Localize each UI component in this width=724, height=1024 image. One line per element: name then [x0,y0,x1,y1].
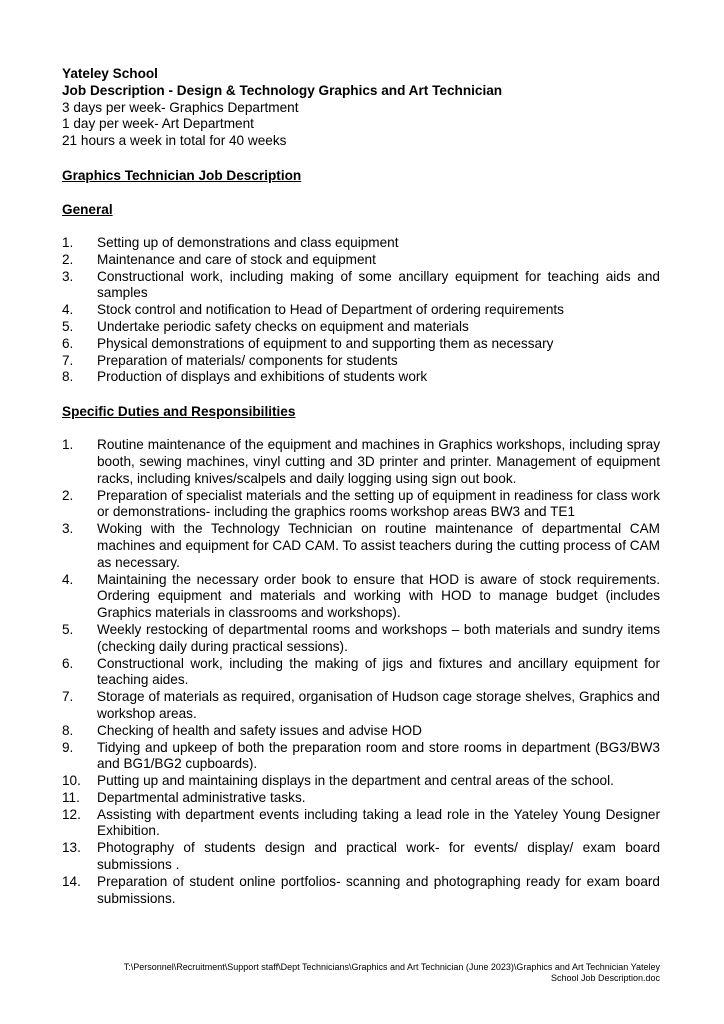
header-line: 3 days per week- Graphics Department [62,99,299,115]
section-specific-duties-heading: Specific Duties and Responsibilities [62,404,296,420]
item-number: 14. [62,873,81,889]
list-item [62,437,660,487]
item-number: 8. [62,722,74,738]
item-number: 4. [62,571,74,587]
item-number: 7. [62,352,74,368]
header-line: 1 day per week- Art Department [62,116,254,132]
item-number: 9. [62,739,74,755]
item-number: 3. [62,521,74,537]
job-title: Job Description - Design & Technology Graphics and Art Technician [62,82,503,98]
item-number: 5. [62,318,74,334]
item-number: 6. [62,655,74,671]
section-general-heading: General [62,201,113,217]
item-text: Routine maintenance of the equipment and machines in Graphics workshops, including spray booth, sewing machines, vinyl cutting and 3D printer and printer. Management of equipment racks, including knives/scalpels and daily logging using sign out book. [97,437,660,486]
item-text: Storage of materials as required, organisation of Hudson cage storage shelves, Graphics and workshop areas. [97,689,660,721]
list-item [62,874,660,908]
item-number: 12. [62,806,81,822]
item-text: Weekly restocking of departmental rooms and workshops – both materials and sundry items (checking daily during practical sessions). [97,621,660,654]
item-text: Preparation of materials/ components for students [97,352,398,368]
item-text: Maintenance and care of stock and equipment [97,251,376,267]
item-text: Setting up of demonstrations and class equipment [97,234,399,250]
list-item [62,252,660,269]
item-number: 1. [62,437,74,453]
section-job-description-heading: Graphics Technician Job Description [62,167,302,183]
school-name: Yateley School [62,66,158,81]
document-header [62,66,660,150]
footer-line: T:\Personnel\Recruitment\Support staff\Dept Technicians\Graphics and Art Technician (June 2023)\Graphics and Art Technician Yateley [123,962,660,972]
list-item [62,488,660,522]
header-line: 21 hours a week in total for 40 weeks [62,133,287,149]
list-item [62,689,660,723]
footer-line: School Job Description.doc [550,973,660,983]
list-item [62,269,660,303]
item-text: Checking of health and safety issues and advise HOD [97,722,422,738]
item-number: 10. [62,773,81,789]
list-item [62,302,660,319]
item-number: 2. [62,251,74,267]
item-number: 1. [62,234,74,250]
item-text: Stock control and notification to Head of Department of ordering requirements [97,302,564,318]
item-text: Departmental administrative tasks. [97,789,306,805]
item-number: 4. [62,302,74,318]
list-item [62,773,660,790]
item-text: Preparation of specialist materials and the setting up of equipment in readiness for class work or demonstrations- including the graphics rooms workshop areas BW3 and TE1 [97,487,660,520]
item-text: Constructional work, including making of some ancillary equipment for teaching aids and samples [97,268,660,301]
item-number: 8. [62,369,74,385]
list-item [62,319,660,336]
item-number: 2. [62,487,74,503]
list-item [62,740,660,774]
item-text: Woking with the Technology Technician on routine maintenance of departmental CAM machines and equipment for CAD CAM. To assist teachers during the cutting process of CAM as necessary. [97,521,660,570]
list-item [62,790,660,807]
item-number: 3. [62,268,74,284]
item-text: Tidying and upkeep of both the preparation room and store rooms in department (BG3/BW3 and BG1/BG2 cupboards). [97,739,660,772]
list-item [62,723,660,740]
list-item [62,840,660,874]
list-item [62,572,660,622]
general-list [62,235,660,386]
item-text: Putting up and maintaining displays in the department and central areas of the school. [97,773,614,789]
item-text: Constructional work, including the making of jigs and fixtures and ancillary equipment for teaching aides. [97,655,660,688]
item-text: Photography of students design and practical work- for events/ display/ exam board submissions . [97,840,660,873]
list-item [62,353,660,370]
item-text: Assisting with department events including taking a lead role in the Yateley Young Designer Exhibition. [97,806,660,839]
item-text: Production of displays and exhibitions of students work [97,369,428,385]
list-item [62,622,660,656]
list-item [62,235,660,252]
item-number: 7. [62,689,74,705]
file-path-footer [20,962,660,984]
item-number: 13. [62,840,81,856]
list-item [62,521,660,571]
item-text: Physical demonstrations of equipment to and supporting them as necessary [97,335,554,351]
list-item [62,369,660,386]
item-number: 6. [62,335,74,351]
item-text: Undertake periodic safety checks on equipment and materials [97,318,469,334]
item-number: 5. [62,621,74,637]
specific-duties-list [62,437,660,907]
item-number: 11. [62,789,80,805]
item-text: Preparation of student online portfolios- scanning and photographing ready for exam board submissions. [97,873,660,906]
list-item [62,656,660,690]
item-text: Maintaining the necessary order book to ensure that HOD is aware of stock requirements. Ordering equipment and materials and working with HOD to manage budget (includes Graphics materials in classrooms and workshops). [97,571,660,621]
list-item [62,336,660,353]
list-item [62,807,660,841]
